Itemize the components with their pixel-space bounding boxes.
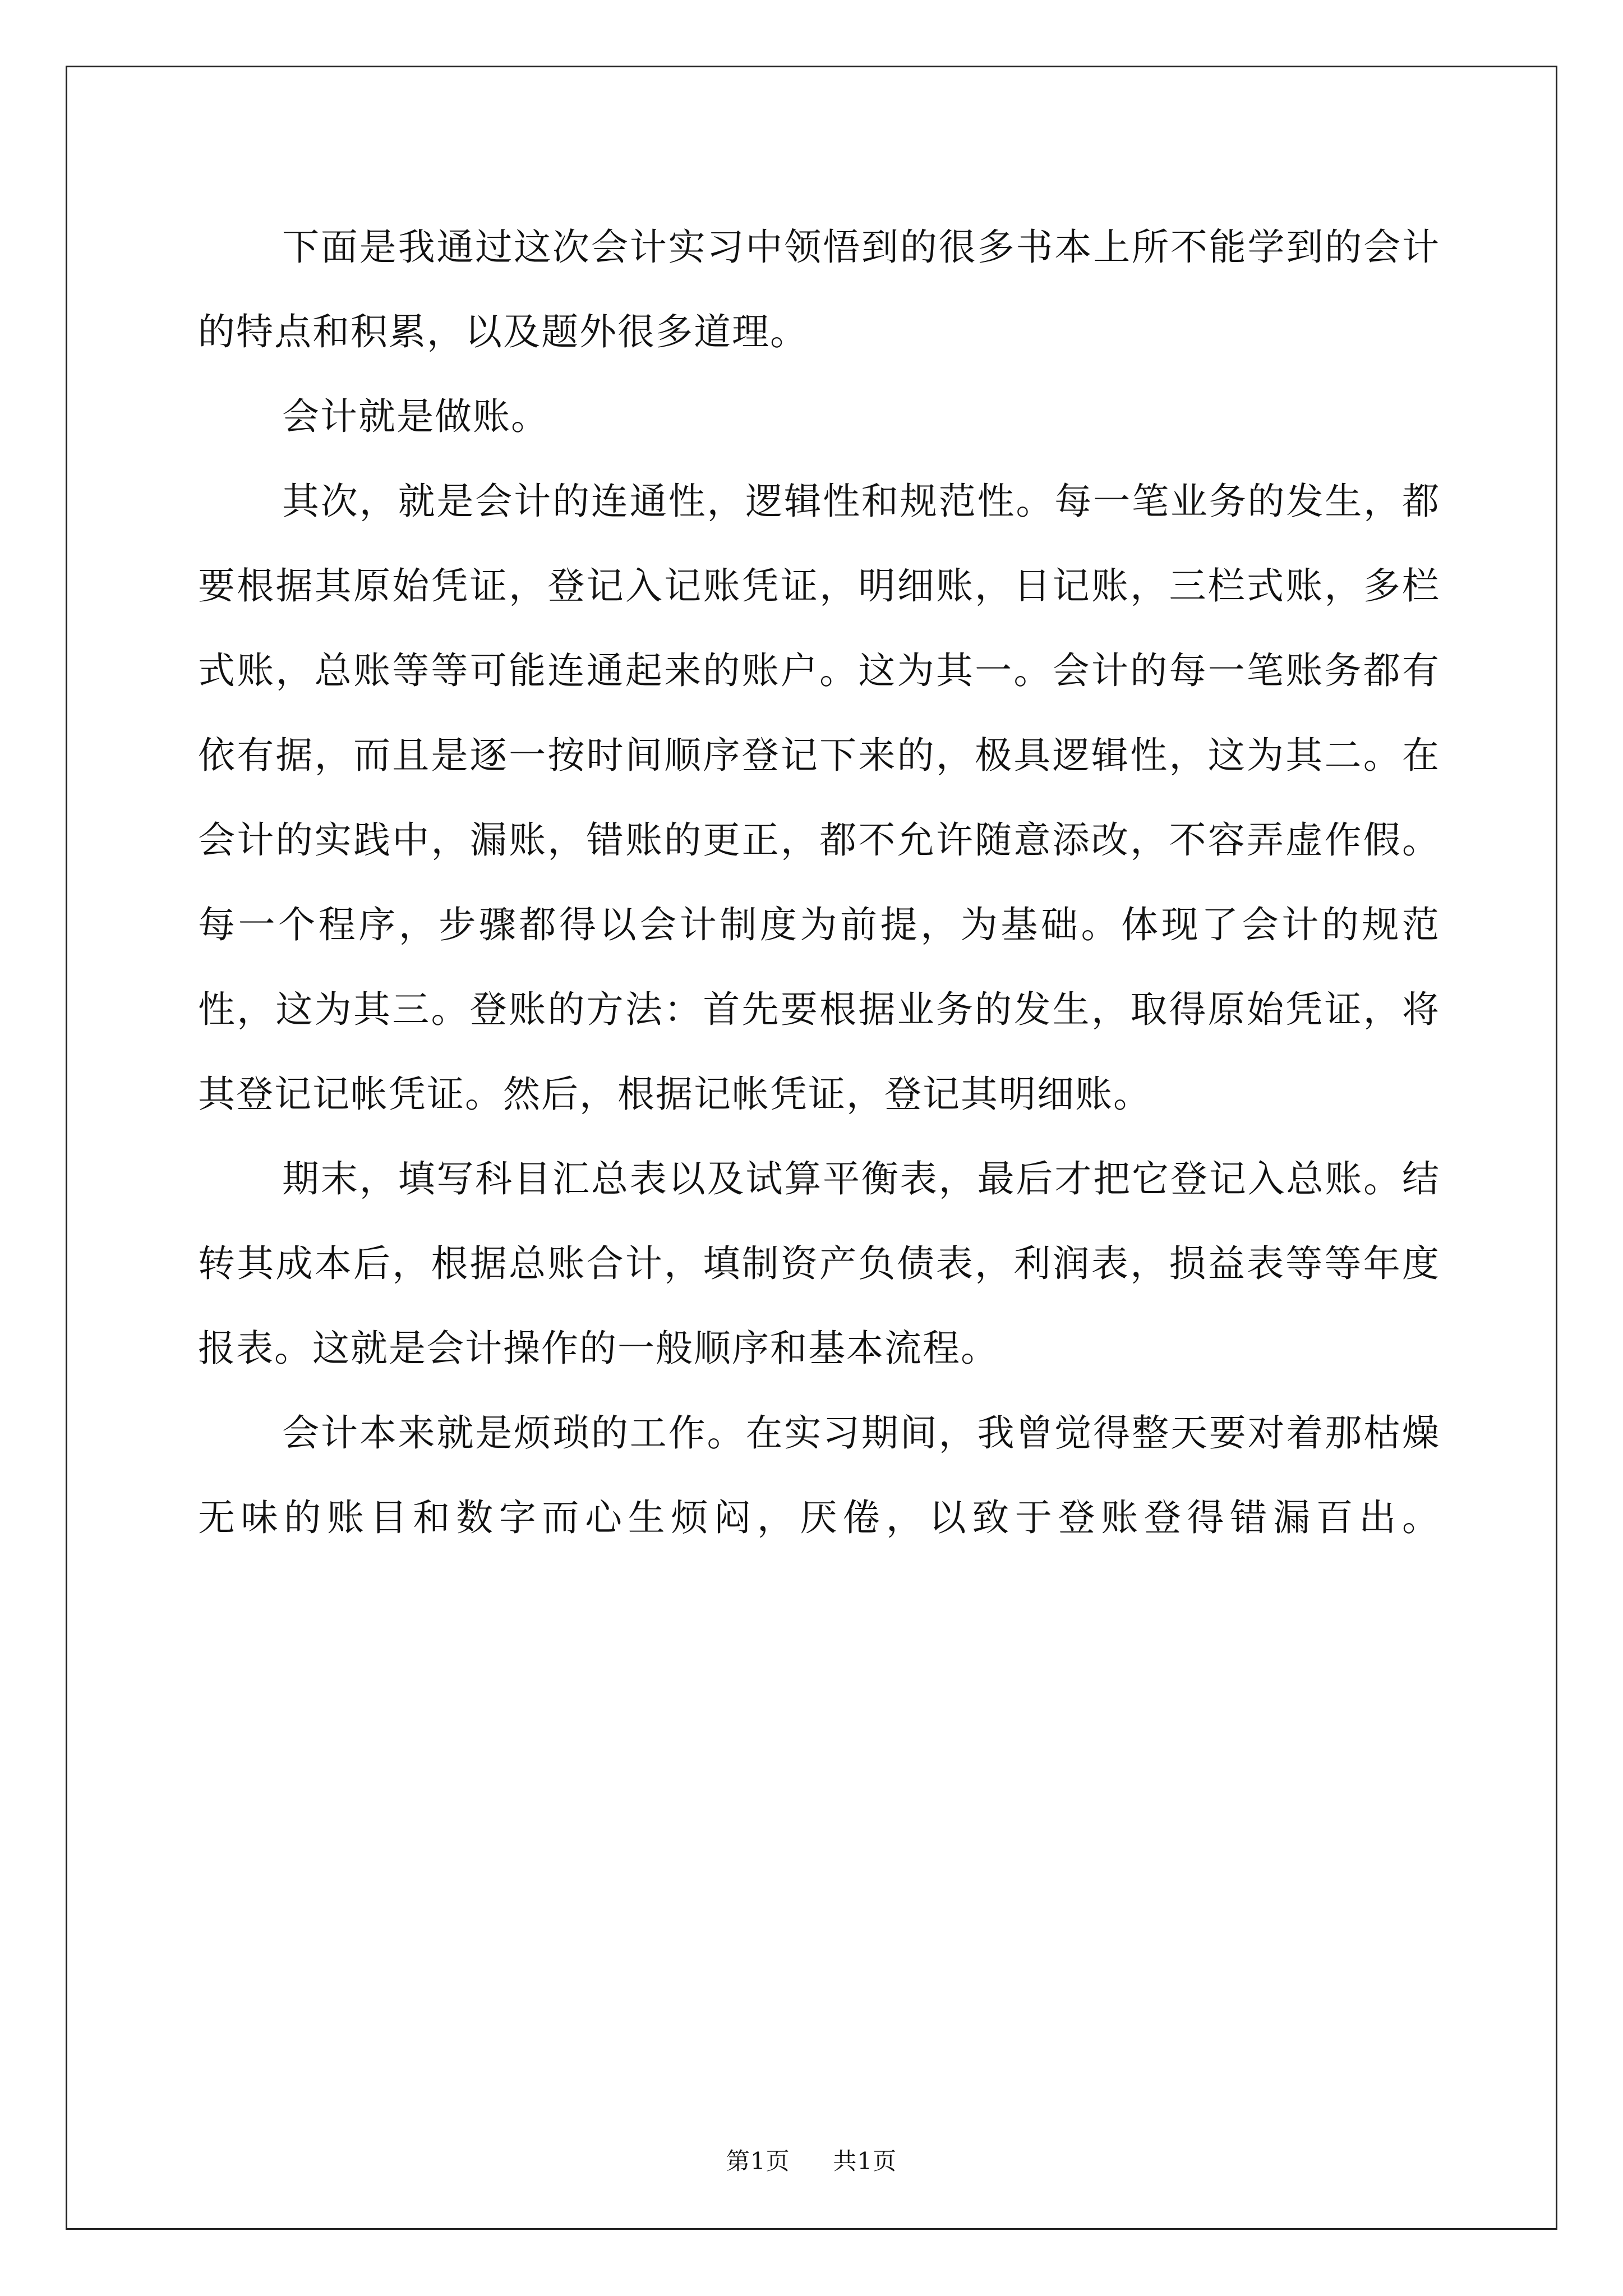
paragraph-5: 会计本来就是烦琐的工作。在实习期间，我曾觉得整天要对着那枯燥无味的账目和数字而心生烦闷，厌倦，以致于登账登得错漏百出。	[198, 1411, 1440, 1539]
paragraph-3: 其次，就是会计的连通性，逻辑性和规范性。每一笔业务的发生，都要根据其原始凭证，登记入记账凭证，明细账，日记账，三栏式账，多栏式账，总账等等可能连通起来的账户。这为其一。会计的每一笔账务都有依有据，而且是逐一按时间顺序登记下来的，极具逻辑性，这为其二。在会计的实践中，漏账，错账的更正，都不允许随意添改，不容弄虚作假。每一个程序，步骤都得以会计制度为前提，为基础。体现了会计的规范性，这为其三。登账的方法：首先要根据业务的发生，取得原始凭证，将其登记记帐凭证。然后，根据记帐凭证，登记其明细账。	[198, 480, 1440, 1116]
paragraph-4: 期末，填写科目汇总表以及试算平衡表，最后才把它登记入总账。结转其成本后，根据总账合计，填制资产负债表，利润表，损益表等等年度报表。这就是会计操作的一般顺序和基本流程。	[198, 1157, 1440, 1370]
document-body	[198, 205, 1440, 1560]
paragraph-1: 下面是我通过这次会计实习中领悟到的很多书本上所不能学到的会计的特点和积累，以及题外很多道理。	[198, 226, 1440, 353]
page-number: 第1页	[726, 2147, 790, 2175]
page-footer	[0, 2143, 1623, 2177]
paragraph-2: 会计就是做账。	[282, 395, 549, 438]
page-total: 共1页	[833, 2147, 897, 2175]
